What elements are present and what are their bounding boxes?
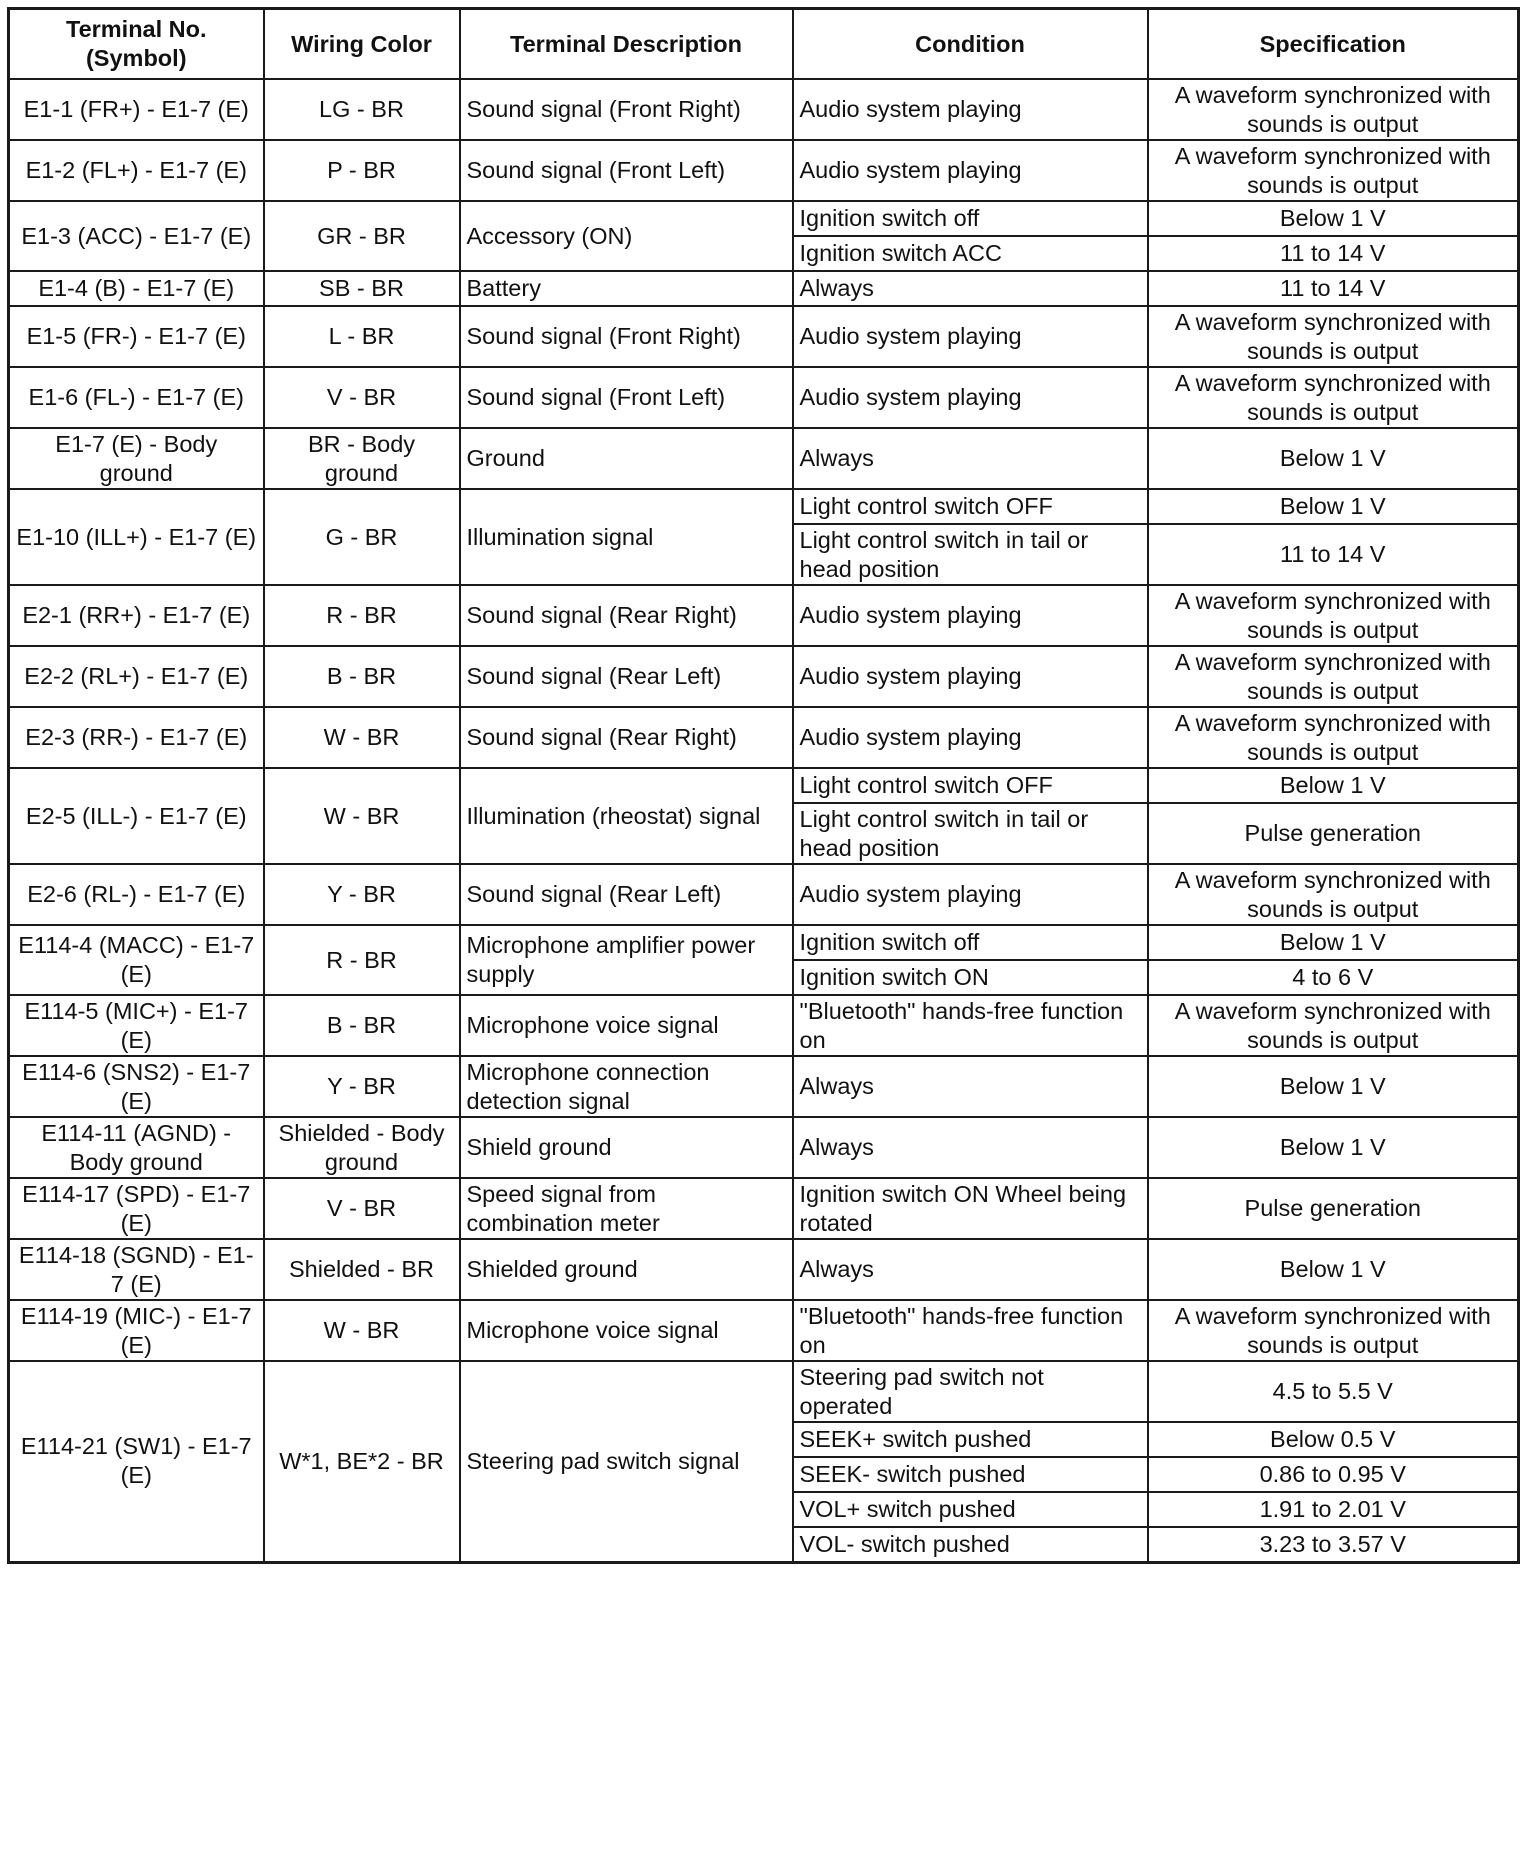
specification-cell: A waveform synchronized with sounds is output (1148, 995, 1519, 1056)
condition-cell: Audio system playing (793, 306, 1148, 367)
condition-cell: Audio system playing (793, 367, 1148, 428)
specification-cell: 1.91 to 2.01 V (1148, 1492, 1519, 1527)
condition-cell: Light control switch OFF (793, 489, 1148, 524)
specification-cell: Below 1 V (1148, 1117, 1519, 1178)
condition-cell: "Bluetooth" hands-free function on (793, 1300, 1148, 1361)
condition-cell: Audio system playing (793, 140, 1148, 201)
specification-cell: 3.23 to 3.57 V (1148, 1527, 1519, 1562)
specification-cell: A waveform synchronized with sounds is output (1148, 1300, 1519, 1361)
condition-cell: SEEK- switch pushed (793, 1457, 1148, 1492)
condition-cell: SEEK+ switch pushed (793, 1422, 1148, 1457)
table-body (9, 79, 1519, 1562)
wiring-cell: Shielded - Body ground (264, 1117, 460, 1178)
header-wiring: Wiring Color (264, 9, 460, 80)
table-row (9, 1117, 1519, 1178)
header-terminal: Terminal No. (Symbol) (9, 9, 264, 80)
header-row (9, 9, 1519, 80)
table-row (9, 428, 1519, 489)
condition-cell: Always (793, 1056, 1148, 1117)
condition-cell: Ignition switch off (793, 201, 1148, 236)
terminal-cell: E2-3 (RR-) - E1-7 (E) (9, 707, 264, 768)
table-row (9, 1056, 1519, 1117)
table-row (9, 271, 1519, 306)
condition-cell: Always (793, 271, 1148, 306)
table-row (9, 489, 1519, 524)
specification-cell: 11 to 14 V (1148, 524, 1519, 585)
terminal-cell: E2-2 (RL+) - E1-7 (E) (9, 646, 264, 707)
description-cell: Microphone voice signal (460, 995, 793, 1056)
terminal-cell: E1-4 (B) - E1-7 (E) (9, 271, 264, 306)
table-row (9, 79, 1519, 140)
description-cell: Shielded ground (460, 1239, 793, 1300)
condition-cell: Audio system playing (793, 585, 1148, 646)
table-row (9, 995, 1519, 1056)
description-cell: Sound signal (Rear Right) (460, 707, 793, 768)
condition-cell: Ignition switch off (793, 925, 1148, 960)
specification-cell: Pulse generation (1148, 803, 1519, 864)
description-cell: Illumination signal (460, 489, 793, 585)
wiring-cell: W - BR (264, 768, 460, 864)
description-cell: Shield ground (460, 1117, 793, 1178)
terminal-cell: E114-6 (SNS2) - E1-7 (E) (9, 1056, 264, 1117)
table-row (9, 925, 1519, 960)
condition-cell: Light control switch OFF (793, 768, 1148, 803)
specification-cell: Pulse generation (1148, 1178, 1519, 1239)
specification-cell: Below 1 V (1148, 428, 1519, 489)
wiring-cell: Y - BR (264, 864, 460, 925)
description-cell: Sound signal (Front Right) (460, 79, 793, 140)
condition-cell: Always (793, 428, 1148, 489)
terminal-cell: E114-4 (MACC) - E1-7 (E) (9, 925, 264, 995)
wiring-cell: L - BR (264, 306, 460, 367)
header-description: Terminal Description (460, 9, 793, 80)
terminal-cell: E1-6 (FL-) - E1-7 (E) (9, 367, 264, 428)
terminal-cell: E1-3 (ACC) - E1-7 (E) (9, 201, 264, 271)
terminal-cell: E1-1 (FR+) - E1-7 (E) (9, 79, 264, 140)
specification-cell: Below 1 V (1148, 768, 1519, 803)
specification-cell: 0.86 to 0.95 V (1148, 1457, 1519, 1492)
description-cell: Sound signal (Front Left) (460, 140, 793, 201)
specification-cell: Below 0.5 V (1148, 1422, 1519, 1457)
terminal-cell: E2-6 (RL-) - E1-7 (E) (9, 864, 264, 925)
description-cell: Battery (460, 271, 793, 306)
terminal-cell: E2-1 (RR+) - E1-7 (E) (9, 585, 264, 646)
terminal-cell: E2-5 (ILL-) - E1-7 (E) (9, 768, 264, 864)
specification-cell: A waveform synchronized with sounds is output (1148, 79, 1519, 140)
description-cell: Sound signal (Front Right) (460, 306, 793, 367)
condition-cell: VOL- switch pushed (793, 1527, 1148, 1562)
table-row (9, 1361, 1519, 1422)
header-specification: Specification (1148, 9, 1519, 80)
wiring-cell: GR - BR (264, 201, 460, 271)
table-row (9, 585, 1519, 646)
description-cell: Sound signal (Rear Right) (460, 585, 793, 646)
table-row (9, 1300, 1519, 1361)
wiring-cell: SB - BR (264, 271, 460, 306)
wiring-cell: LG - BR (264, 79, 460, 140)
specification-cell: A waveform synchronized with sounds is output (1148, 306, 1519, 367)
terminal-cell: E114-17 (SPD) - E1-7 (E) (9, 1178, 264, 1239)
description-cell: Microphone voice signal (460, 1300, 793, 1361)
condition-cell: Light control switch in tail or head position (793, 803, 1148, 864)
description-cell: Accessory (ON) (460, 201, 793, 271)
terminal-cell: E114-19 (MIC-) - E1-7 (E) (9, 1300, 264, 1361)
table-row (9, 707, 1519, 768)
wiring-cell: BR - Body ground (264, 428, 460, 489)
description-cell: Microphone amplifier power supply (460, 925, 793, 995)
wiring-cell: Shielded - BR (264, 1239, 460, 1300)
table-row (9, 768, 1519, 803)
table-row (9, 1239, 1519, 1300)
specification-cell: A waveform synchronized with sounds is output (1148, 646, 1519, 707)
wiring-cell: R - BR (264, 585, 460, 646)
specification-cell: Below 1 V (1148, 1056, 1519, 1117)
condition-cell: Ignition switch ACC (793, 236, 1148, 271)
description-cell: Sound signal (Rear Left) (460, 864, 793, 925)
condition-cell: "Bluetooth" hands-free function on (793, 995, 1148, 1056)
wiring-cell: V - BR (264, 367, 460, 428)
wiring-cell: G - BR (264, 489, 460, 585)
terminal-cell: E114-11 (AGND) - Body ground (9, 1117, 264, 1178)
condition-cell: VOL+ switch pushed (793, 1492, 1148, 1527)
condition-cell: Audio system playing (793, 864, 1148, 925)
wiring-cell: R - BR (264, 925, 460, 995)
specification-cell: 11 to 14 V (1148, 236, 1519, 271)
terminal-cell: E114-18 (SGND) - E1-7 (E) (9, 1239, 264, 1300)
terminal-table (7, 7, 1520, 1564)
terminal-cell: E114-21 (SW1) - E1-7 (E) (9, 1361, 264, 1562)
description-cell: Illumination (rheostat) signal (460, 768, 793, 864)
wiring-cell: P - BR (264, 140, 460, 201)
terminal-cell: E1-2 (FL+) - E1-7 (E) (9, 140, 264, 201)
specification-cell: A waveform synchronized with sounds is output (1148, 707, 1519, 768)
terminal-cell: E1-7 (E) - Body ground (9, 428, 264, 489)
condition-cell: Ignition switch ON Wheel being rotated (793, 1178, 1148, 1239)
specification-cell: 11 to 14 V (1148, 271, 1519, 306)
wiring-cell: V - BR (264, 1178, 460, 1239)
table-row (9, 864, 1519, 925)
condition-cell: Always (793, 1117, 1148, 1178)
condition-cell: Audio system playing (793, 707, 1148, 768)
specification-cell: 4 to 6 V (1148, 960, 1519, 995)
table-row (9, 646, 1519, 707)
header-condition: Condition (793, 9, 1148, 80)
wiring-cell: Y - BR (264, 1056, 460, 1117)
description-cell: Ground (460, 428, 793, 489)
wiring-cell: W*1, BE*2 - BR (264, 1361, 460, 1562)
specification-cell: A waveform synchronized with sounds is output (1148, 140, 1519, 201)
specification-cell: Below 1 V (1148, 201, 1519, 236)
terminal-cell: E1-10 (ILL+) - E1-7 (E) (9, 489, 264, 585)
specification-cell: A waveform synchronized with sounds is output (1148, 585, 1519, 646)
wiring-cell: W - BR (264, 707, 460, 768)
table-row (9, 367, 1519, 428)
description-cell: Sound signal (Rear Left) (460, 646, 793, 707)
condition-cell: Always (793, 1239, 1148, 1300)
terminal-cell: E1-5 (FR-) - E1-7 (E) (9, 306, 264, 367)
terminal-cell: E114-5 (MIC+) - E1-7 (E) (9, 995, 264, 1056)
wiring-cell: B - BR (264, 646, 460, 707)
specification-cell: A waveform synchronized with sounds is output (1148, 864, 1519, 925)
description-cell: Speed signal from combination meter (460, 1178, 793, 1239)
table-row (9, 140, 1519, 201)
wiring-cell: B - BR (264, 995, 460, 1056)
table-row (9, 306, 1519, 367)
condition-cell: Steering pad switch not operated (793, 1361, 1148, 1422)
description-cell: Microphone connection detection signal (460, 1056, 793, 1117)
table-row (9, 201, 1519, 236)
condition-cell: Light control switch in tail or head position (793, 524, 1148, 585)
condition-cell: Audio system playing (793, 79, 1148, 140)
condition-cell: Ignition switch ON (793, 960, 1148, 995)
specification-cell: Below 1 V (1148, 489, 1519, 524)
specification-cell: A waveform synchronized with sounds is output (1148, 367, 1519, 428)
specification-cell: Below 1 V (1148, 1239, 1519, 1300)
specification-cell: Below 1 V (1148, 925, 1519, 960)
condition-cell: Audio system playing (793, 646, 1148, 707)
wiring-cell: W - BR (264, 1300, 460, 1361)
description-cell: Steering pad switch signal (460, 1361, 793, 1562)
terminal-table-container (7, 7, 1520, 1564)
specification-cell: 4.5 to 5.5 V (1148, 1361, 1519, 1422)
description-cell: Sound signal (Front Left) (460, 367, 793, 428)
table-row (9, 1178, 1519, 1239)
